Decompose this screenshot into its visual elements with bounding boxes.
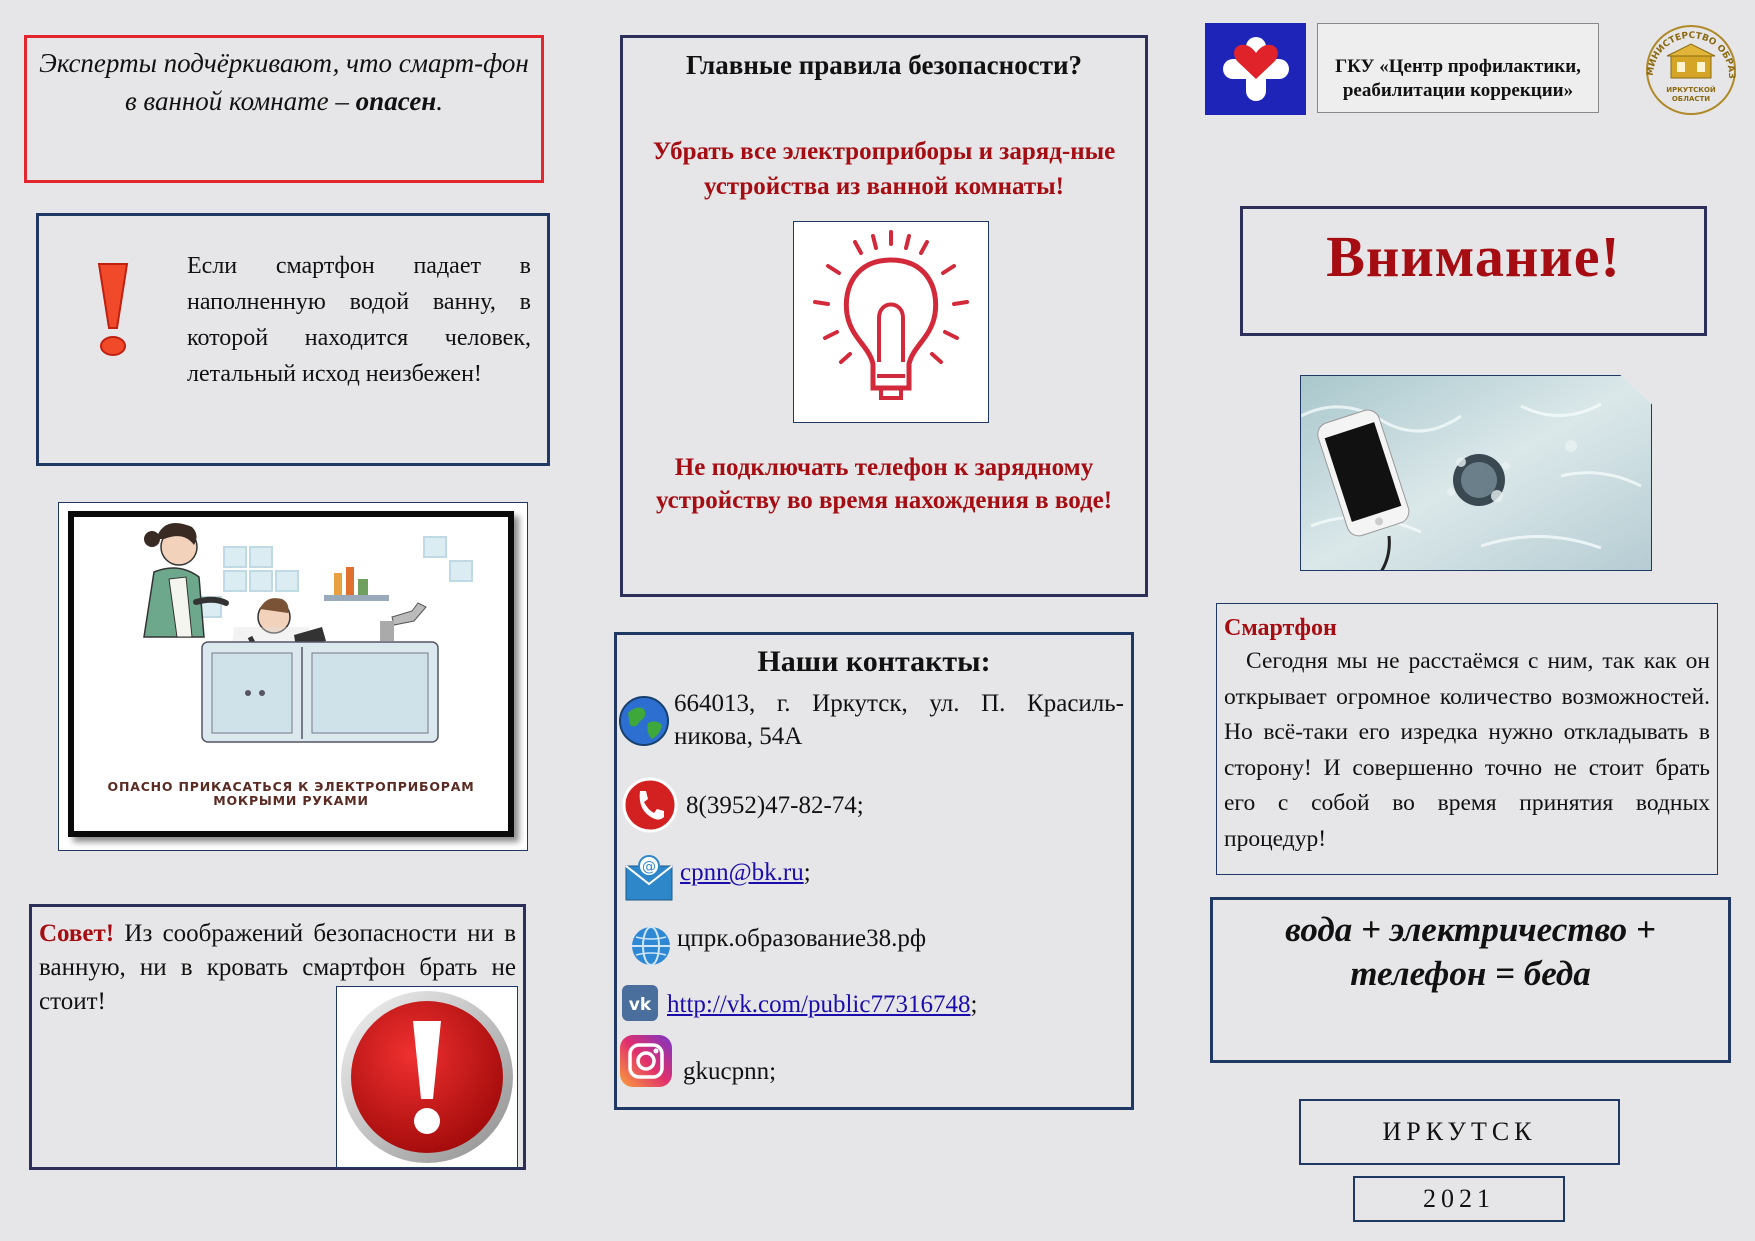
experts-bold: опасен: [355, 86, 437, 116]
globe-icon: [618, 695, 670, 747]
bathroom-illustration: [68, 511, 514, 837]
contact-vk-row: [667, 988, 977, 1021]
experts-end: .: [436, 86, 444, 116]
email-suffix: ;: [803, 859, 811, 886]
rules-title: Главные правила безопасности?: [685, 50, 1083, 80]
contacts-title: Наши контакты:: [757, 645, 991, 678]
safety-rules-box: [620, 35, 1148, 597]
bathroom-scene-drawing: [74, 517, 508, 772]
experts-note: [24, 35, 544, 183]
svg-text:@: @: [642, 859, 656, 875]
lightbulb-frame: [793, 221, 989, 423]
contact-website[interactable]: цпрк.образование38.рф: [677, 925, 927, 952]
phone-in-water-image: [1301, 376, 1652, 571]
fall-warning-text: Если смартфон падает в наполненную водой ванну, в которой находится человек, летальный исход неизбежен!: [187, 253, 531, 387]
vk-suffix: ;: [970, 991, 978, 1018]
danger-caption-line2: МОКРЫМИ РУКАМИ: [213, 793, 369, 808]
rule-one: Убрать все электроприборы и заряд-ные устройства из ванной комнаты!: [652, 138, 1116, 200]
danger-caption: [74, 780, 508, 808]
fall-warning-box: [36, 213, 550, 466]
ministry-seal: [1641, 22, 1741, 116]
attention-title: Внимание!: [1326, 224, 1621, 289]
cross-heart-logo: [1205, 23, 1306, 115]
city-label: ИРКУТСК: [1299, 1099, 1620, 1165]
experts-text: Эксперты подчёркивают, что смарт-фон в ванной комнате –: [39, 48, 529, 116]
ministry-seal-icon: [1641, 22, 1741, 116]
contact-phone: 8(3952)47-82-74;: [686, 792, 864, 819]
advice-label: Совет!: [39, 920, 115, 947]
svg-text:МИНИСТЕРСТВО ОБРАЗОВАНИЯ: МИНИСТЕРСТВО ОБРАЗ: [1645, 30, 1737, 79]
email-link[interactable]: cpnn@bk.ru: [680, 859, 804, 886]
year-label: 2021: [1353, 1176, 1565, 1222]
vk-link[interactable]: http://vk.com/public77316748: [667, 991, 971, 1018]
email-icon: [624, 854, 674, 902]
stop-exclamation-icon: [337, 987, 515, 1165]
instagram-icon: [618, 1033, 674, 1089]
vk-icon: [622, 985, 658, 1021]
contacts-box: [614, 632, 1134, 1110]
smartphone-text: Сегодня мы не расстаёмся с ним, так как он открывает огромное количество возможностей. Но всё-таки его изредка нужно откладывать в сторону! И совершенно точно не стоит брать его с собой во время принятия водных процедур!: [1224, 648, 1710, 852]
formula-line1: вода + электричество +: [1285, 910, 1656, 949]
web-globe-icon: [630, 925, 672, 967]
contact-address: 664013, г. Иркутск, ул. П. Красиль-никова, 54А: [674, 690, 1124, 750]
smartphone-box: [1216, 603, 1718, 875]
bathroom-illustration-frame: [58, 502, 528, 851]
exclamation-icon: [95, 260, 131, 360]
contact-instagram[interactable]: gkucpnn;: [683, 1058, 777, 1085]
smartphone-title: Смартфон: [1224, 615, 1337, 641]
phone-icon: [622, 777, 678, 833]
organization-logo: [1205, 23, 1306, 115]
attention-box: [1240, 206, 1707, 336]
formula-line2: телефон = беда: [1350, 954, 1591, 993]
formula-box: [1210, 897, 1731, 1063]
advice-box: [29, 904, 526, 1170]
phone-in-water-photo: [1300, 375, 1652, 571]
contact-email-row: [680, 856, 811, 889]
advice-text: Из соображений безопасности ни в ванную, ни в кровать смартфон брать не стоит!: [39, 920, 516, 1015]
danger-caption-line1: ОПАСНО ПРИКАСАТЬСЯ К ЭЛЕКТРОПРИБОРАМ: [107, 779, 475, 794]
organization-name: ГКУ «Центр профилактики, реабилитации коррекции»: [1317, 23, 1599, 113]
svg-text:ОБЛАСТИ: ОБЛАСТИ: [1671, 95, 1711, 103]
stop-icon-frame: [336, 986, 518, 1168]
lightbulb-icon: [795, 222, 987, 420]
svg-text:ИРКУТСКОЙ: ИРКУТСКОЙ: [1666, 86, 1716, 94]
svg-text:vk: vk: [628, 995, 652, 1015]
rule-two: Не подключать телефон к зарядному устройству во время нахождения в воде!: [655, 454, 1113, 514]
